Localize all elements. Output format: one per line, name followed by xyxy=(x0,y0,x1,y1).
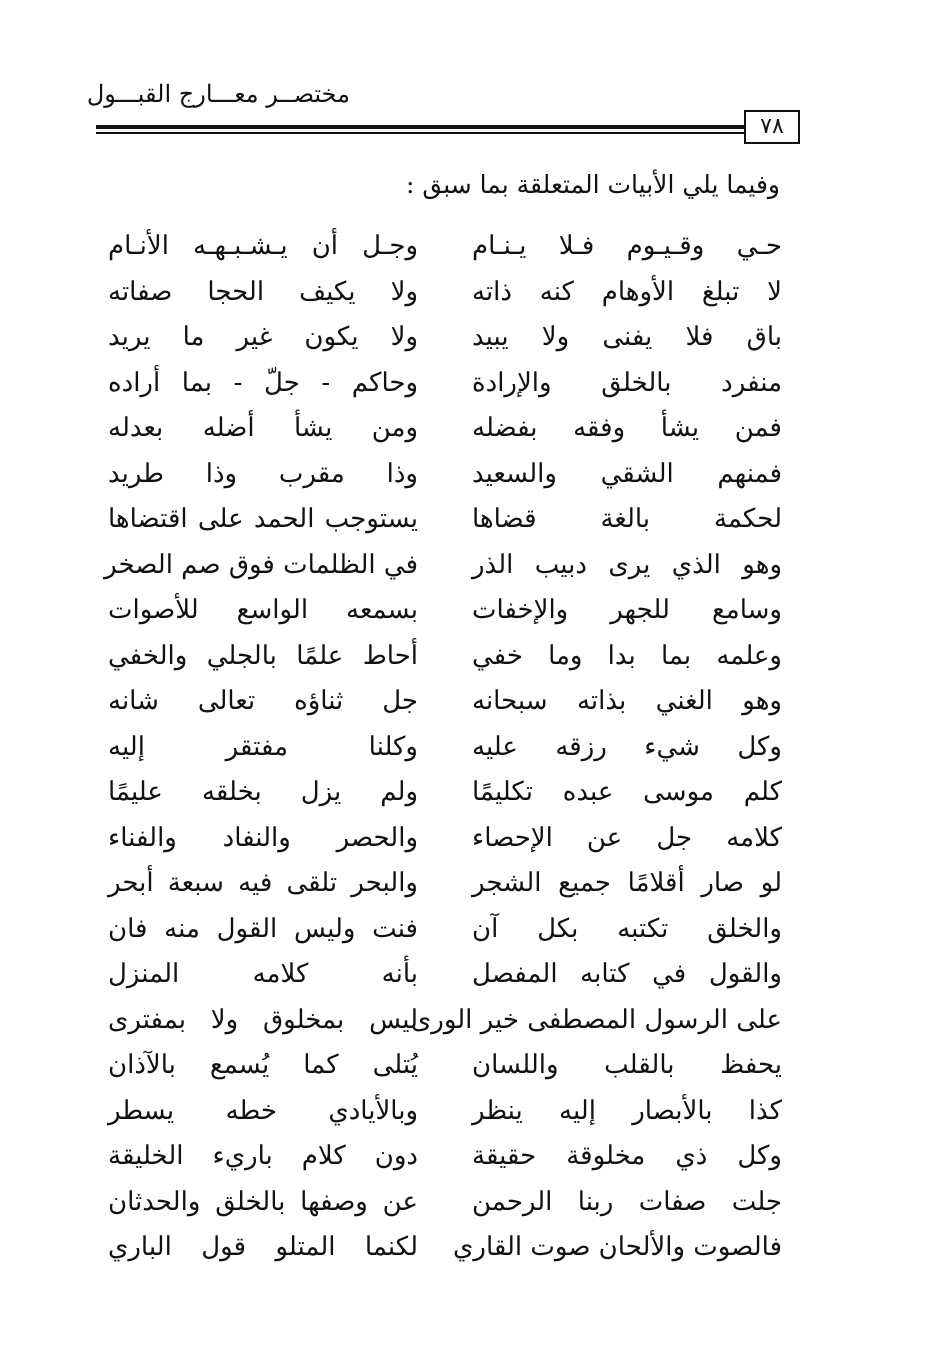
page-number: ٧٨ xyxy=(744,110,800,144)
verse-second-hemistich: بسمعه الواسع للأصوات xyxy=(108,595,418,625)
verse-first-hemistich: يحفظ بالقلب واللسان xyxy=(472,1050,782,1080)
verse-first-hemistich: لا تبلغ الأوهام كنه ذاته xyxy=(472,276,782,307)
verse-row xyxy=(0,1134,930,1180)
verse-row xyxy=(0,770,930,816)
verse-second-hemistich: وحاكم - جلّ - بما أراده xyxy=(108,367,418,398)
verse-first-hemistich: كذا بالأبصار إليه ينظر xyxy=(472,1095,782,1126)
verse-second-hemistich: وبالأيادي خطه يسطر xyxy=(108,1095,418,1126)
verse-row xyxy=(0,634,930,680)
verse-row xyxy=(0,998,930,1044)
verse-first-hemistich: وكل شيء رزقه عليه xyxy=(472,731,782,762)
verse-first-hemistich: باق فلا يفنى ولا يبيد xyxy=(472,322,782,352)
verse-second-hemistich: في الظلمات فوق صم الصخر xyxy=(104,549,418,580)
verse-row xyxy=(0,679,930,725)
header-rule xyxy=(96,122,744,136)
verse-row xyxy=(0,497,930,543)
verse-second-hemistich: والبحر تلقى فيه سبعة أبحر xyxy=(108,868,418,898)
verse-first-hemistich: على الرسول المصطفى خير الورى xyxy=(410,1004,782,1035)
verse-row xyxy=(0,861,930,907)
verse-second-hemistich: وجـل أن يـشـبـهـه الأنـام xyxy=(108,231,418,261)
verse-second-hemistich: يستوجب الحمد على اقتضاها xyxy=(108,504,418,534)
verse-first-hemistich: وعلمه بما بدا وما خفي xyxy=(472,640,782,671)
verse-first-hemistich: وكل ذي مخلوقة حقيقة xyxy=(472,1141,782,1171)
verse-second-hemistich: ولا يكيف الحجا صفاته xyxy=(108,276,418,307)
verse-first-hemistich: وهو الذي يرى دبيب الذر xyxy=(472,549,782,580)
verse-second-hemistich: يُتلى كما يُسمع بالآذان xyxy=(108,1050,418,1080)
verse-row xyxy=(0,1180,930,1226)
verse-first-hemistich: وسامع للجهر والإخفات xyxy=(472,595,782,625)
verse-second-hemistich: ليس بمخلوق ولا بمفترى xyxy=(108,1004,418,1035)
verse-row xyxy=(0,1089,930,1135)
verse-second-hemistich: ولا يكون غير ما يريد xyxy=(108,322,418,352)
verse-row xyxy=(0,224,930,270)
verse-first-hemistich: فمن يشأ وفقه بفضله xyxy=(472,413,782,443)
verse-second-hemistich: فنت وليس القول منه فان xyxy=(108,913,418,944)
verse-second-hemistich: أحاط علمًا بالجلي والخفي xyxy=(108,640,418,671)
verse-first-hemistich: والقول في كتابه المفصل xyxy=(472,959,782,989)
verse-row xyxy=(0,315,930,361)
verse-second-hemistich: عن وصفها بالخلق والحدثان xyxy=(108,1186,418,1217)
verse-second-hemistich: لكنما المتلو قول الباري xyxy=(108,1232,418,1262)
verse-first-hemistich: جلت صفات ربنا الرحمن xyxy=(472,1186,782,1217)
verse-first-hemistich: فمنهم الشقي والسعيد xyxy=(472,458,782,489)
verse-row xyxy=(0,725,930,771)
verse-second-hemistich: بأنه كلامه المنزل xyxy=(108,959,418,989)
running-title: مختصــر معـــارج القبـــول xyxy=(86,80,350,108)
verse-row xyxy=(0,1225,930,1271)
verse-row xyxy=(0,543,930,589)
verse-second-hemistich: دون كلام باريء الخليقة xyxy=(108,1141,418,1171)
verse-row xyxy=(0,361,930,407)
header-rule-thin xyxy=(96,132,744,134)
verse-first-hemistich: لو صار أقلامًا جميع الشجر xyxy=(472,868,782,898)
verse-row xyxy=(0,406,930,452)
verse-first-hemistich: منفرد بالخلق والإرادة xyxy=(472,367,782,398)
verse-row xyxy=(0,270,930,316)
verse-second-hemistich: وكلنا مفتقر إليه xyxy=(108,731,418,762)
verse-first-hemistich: والخلق تكتبه بكل آن xyxy=(472,913,782,944)
verse-first-hemistich: لحكمة بالغة قضاها xyxy=(472,504,782,534)
verse-row xyxy=(0,452,930,498)
verse-second-hemistich: ومن يشأ أضله بعدله xyxy=(108,413,418,443)
verse-row xyxy=(0,588,930,634)
verse-row xyxy=(0,1043,930,1089)
verse-first-hemistich: فالصوت والألحان صوت القاري xyxy=(453,1232,782,1262)
verse-second-hemistich: جل ثناؤه تعالى شانه xyxy=(108,686,418,716)
header-rule-thick xyxy=(96,125,744,129)
verse-first-hemistich: وهو الغني بذاته سبحانه xyxy=(472,686,782,716)
verse-second-hemistich: ولم يزل بخلقه عليمًا xyxy=(108,777,418,807)
verse-row xyxy=(0,816,930,862)
verses-block xyxy=(0,224,930,1271)
verse-row xyxy=(0,907,930,953)
verse-first-hemistich: حـي وقـيـوم فـلا يـنـام xyxy=(472,231,782,261)
verse-row xyxy=(0,952,930,998)
verse-second-hemistich: والحصر والنفاد والفناء xyxy=(108,822,418,853)
verse-first-hemistich: كلامه جل عن الإحصاء xyxy=(472,822,782,853)
verse-second-hemistich: وذا مقرب وذا طريد xyxy=(108,458,418,489)
intro-line: وفيما يلي الأبيات المتعلقة بما سبق : xyxy=(406,170,780,199)
verse-first-hemistich: كلم موسى عبده تكليمًا xyxy=(472,777,782,807)
